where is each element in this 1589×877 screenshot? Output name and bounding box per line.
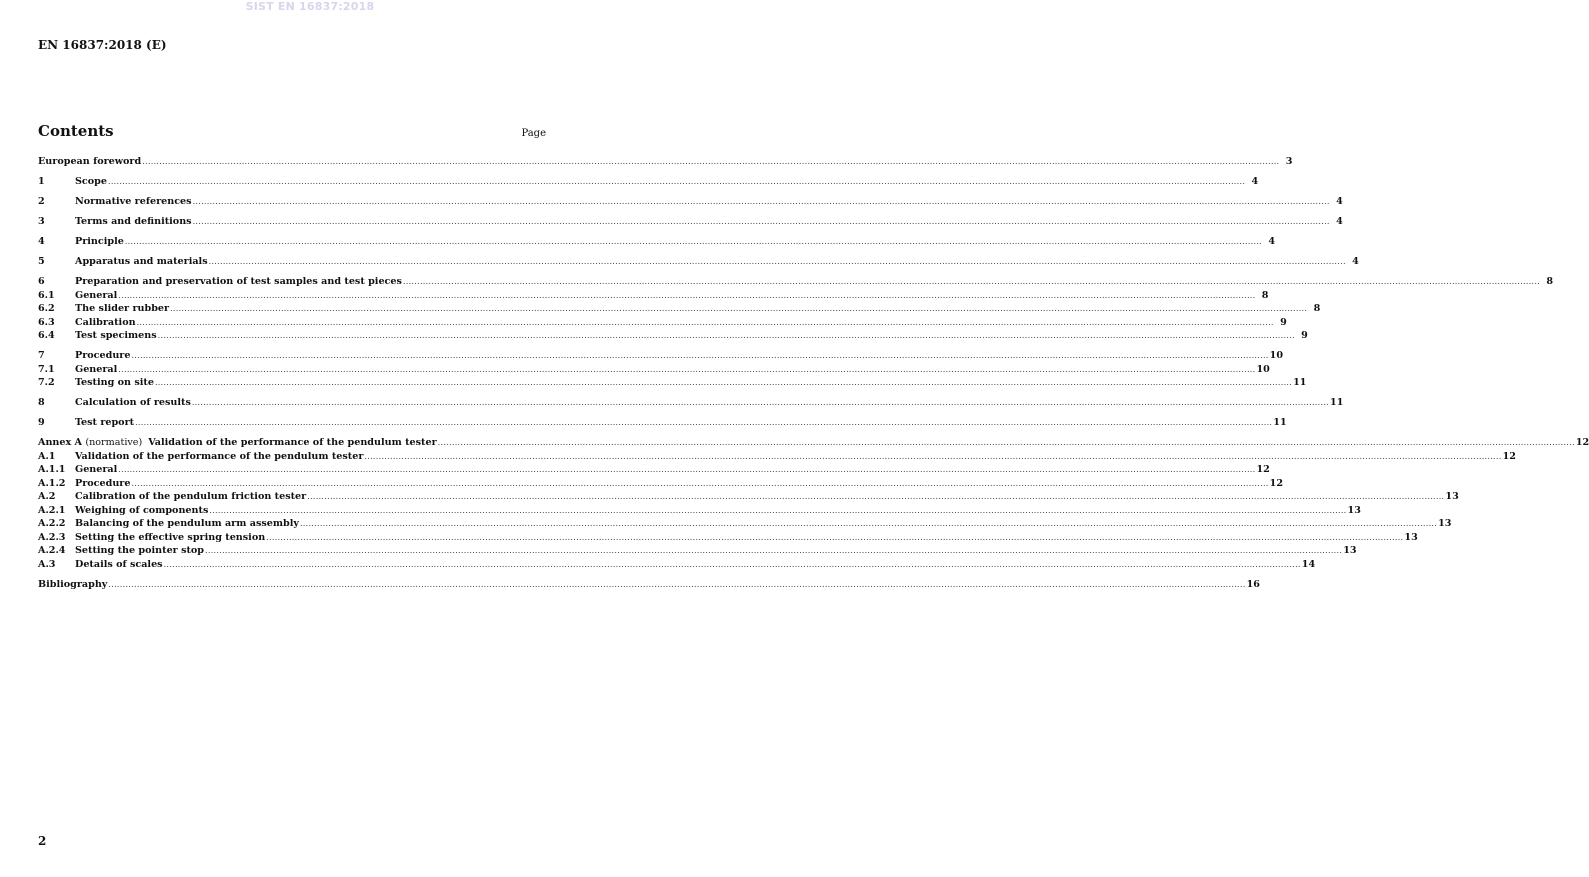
toc-leader-dots: ................................................................................................................................................................................................................................................................................................................................................................................................................ [437,438,1575,447]
toc-entry-title: Validation of the performance of the pendulum tester [148,437,437,448]
toc-entry-number: A.1 [38,450,56,462]
toc-entry-page: 9 [1301,330,1308,341]
toc-leader-dots: ................................................................................................................................................................................................................................................................................................................................................................................................................ [205,546,1343,555]
toc-entry[interactable] [38,450,1516,464]
toc-leader-dots: ................................................................................................................................................................................................................................................................................................................................................................................................................ [124,237,1263,246]
toc-entry-number: 9 [38,417,45,428]
toc-leader-dots: ................................................................................................................................................................................................................................................................................................................................................................................................................ [208,257,1346,266]
toc-entry[interactable] [38,558,1316,572]
toc-entry-page: 11 [1330,397,1344,408]
toc-entry-title: Apparatus and materials [75,256,208,267]
toc-entry[interactable] [38,255,1359,269]
toc-leader-dots: ................................................................................................................................................................................................................................................................................................................................................................................................................ [170,304,1308,313]
toc-entry[interactable] [38,175,1259,189]
toc-leader-dots: ................................................................................................................................................................................................................................................................................................................................................................................................................ [107,177,1246,186]
toc-entry-title: Calibration [75,316,136,328]
toc-entry-number: A.2 [38,491,56,502]
toc-entry-page: 4 [1336,196,1343,207]
toc-leader-dots: ................................................................................................................................................................................................................................................................................................................................................................................................................ [266,532,1404,542]
toc-entry-page: 4 [1268,236,1276,247]
toc-entry-title: Setting the effective spring tension [75,531,266,543]
toc-entry-number: 6.2 [38,303,55,314]
toc-entry-title: Weighing of components [75,504,209,516]
toc-leader-dots: ................................................................................................................................................................................................................................................................................................................................................................................................................ [192,197,1330,206]
toc-entry-number: 1 [38,176,45,187]
toc-entry[interactable] [38,275,1554,289]
toc-leader-dots: ................................................................................................................................................................................................................................................................................................................................................................................................................ [131,351,1269,360]
toc-annex-entry[interactable] [38,436,1589,450]
toc-leader-dots: ................................................................................................................................................................................................................................................................................................................................................................................................................ [154,378,1293,387]
toc-entry-page: 11 [1273,417,1287,428]
toc-entry-page: 3 [1285,156,1293,167]
toc-entry-number: 6.1 [38,289,55,301]
toc-entry[interactable] [38,349,1284,363]
toc-entry-page: 4 [1336,216,1343,227]
toc-leader-dots: ................................................................................................................................................................................................................................................................................................................................................................................................................ [135,418,1273,427]
toc-entry-page: 9 [1280,316,1287,328]
toc-entry-title: Testing on site [75,377,154,388]
toc-entry-number: A.2.4 [38,545,66,556]
toc-leader-dots: ................................................................................................................................................................................................................................................................................................................................................................................................................ [118,290,1256,300]
toc-entry-title: Setting the pointer stop [75,545,205,556]
toc-entry[interactable] [38,396,1344,410]
toc-entry-page: 13 [1404,531,1418,543]
toc-leader-dots: ................................................................................................................................................................................................................................................................................................................................................................................................................ [157,331,1295,340]
toc-leader-dots: ................................................................................................................................................................................................................................................................................................................................................................................................................ [163,559,1301,569]
toc-entry[interactable] [38,578,1260,592]
toc-leader-dots: ................................................................................................................................................................................................................................................................................................................................................................................................................ [364,451,1502,461]
toc-leader-dots: ................................................................................................................................................................................................................................................................................................................................................................................................................ [108,579,1246,589]
toc-entry-title: Terms and definitions [75,216,192,227]
toc-entry[interactable] [38,416,1287,430]
toc-entry-page: 11 [1293,377,1307,388]
toc-entry[interactable] [38,544,1357,558]
toc-entry-title: European foreword [38,156,142,167]
toc-entry[interactable] [38,490,1459,504]
toc-entry-page: 13 [1438,518,1452,529]
toc-leader-dots: ................................................................................................................................................................................................................................................................................................................................................................................................................ [209,505,1347,515]
toc-entry[interactable] [38,463,1270,477]
toc-entry-page: 16 [1246,578,1260,590]
toc-entry-title: Validation of the performance of the pendulum tester [75,450,364,462]
annex-type: (normative) [85,437,143,448]
toc-entry-title: Calculation of results [75,397,191,408]
toc-entry-title: General [75,464,118,475]
toc-entry-title: General [75,363,118,375]
toc-entry-page: 12 [1269,477,1284,489]
toc-entry-page: 12 [1502,450,1516,462]
toc-entry-title: Preparation and preservation of test samples and test pieces [75,276,402,287]
toc-entry-number: 3 [38,216,45,227]
toc-entry-page: 8 [1261,289,1269,301]
toc-entry-title: Test specimens [75,330,157,341]
toc-entry-page: 4 [1352,256,1359,267]
toc-entry-page: 4 [1251,176,1259,187]
toc-entry-page: 8 [1546,276,1554,287]
toc-entry-title: Balancing of the pendulum arm assembly [75,518,299,529]
toc-entry-page: 12 [1575,437,1589,448]
toc-entry-number: A.3 [38,558,56,570]
toc-entry-page: 10 [1269,350,1284,361]
toc-entry-page: 10 [1256,363,1270,375]
toc-entry[interactable] [38,302,1321,316]
toc-entry-number: 6.4 [38,330,55,341]
toc-entry-title: Details of scales [75,558,163,570]
toc-entry-title: Test report [75,417,135,428]
toc-entry[interactable] [38,195,1343,209]
toc-leader-dots: ................................................................................................................................................................................................................................................................................................................................................................................................................ [402,277,1541,286]
toc-entry[interactable] [38,504,1361,518]
page-column-label: Page [521,128,546,139]
document-id: EN 16837:2018 (E) [38,38,167,52]
toc-entry[interactable] [38,329,1308,343]
toc-entry[interactable] [38,155,1293,169]
toc-leader-dots: ................................................................................................................................................................................................................................................................................................................................................................................................................ [142,157,1280,166]
toc-leader-dots: ................................................................................................................................................................................................................................................................................................................................................................................................................ [191,398,1330,407]
toc-leader-dots: ................................................................................................................................................................................................................................................................................................................................................................................................................ [299,519,1438,528]
toc-annex-label [38,436,142,450]
toc-entry-number: 8 [38,397,45,408]
toc-entry-title: Normative references [75,196,192,207]
toc-leader-dots: ................................................................................................................................................................................................................................................................................................................................................................................................................ [118,465,1256,474]
toc-entry-page: 13 [1347,504,1361,516]
toc-leader-dots: ................................................................................................................................................................................................................................................................................................................................................................................................................ [118,364,1256,374]
toc-leader-dots: ................................................................................................................................................................................................................................................................................................................................................................................................................ [136,317,1274,327]
contents-title: Contents [38,122,114,140]
toc-entry-number: 2 [38,196,45,207]
toc-entry-title: General [75,289,118,301]
toc-entry-page: 8 [1313,303,1321,314]
toc-entry-number: A.2.3 [38,531,66,543]
toc-entry-number: A.1.1 [38,464,66,475]
toc-entry-title: Principle [75,236,124,247]
toc-entry[interactable] [38,235,1276,249]
toc-entry-number: A.2.2 [38,518,66,529]
toc-entry[interactable] [38,215,1343,229]
toc-entry-title: Bibliography [38,578,108,590]
toc-entry-page: 12 [1256,464,1270,475]
toc-leader-dots: ................................................................................................................................................................................................................................................................................................................................................................................................................ [131,478,1269,488]
toc-entry-title: Procedure [75,477,131,489]
toc-entry-title: Calibration of the pendulum friction tester [75,491,307,502]
toc-entry[interactable] [38,289,1269,303]
toc-entry[interactable] [38,376,1307,390]
toc-entry-page: 14 [1301,558,1316,570]
toc-entry-page: 13 [1445,491,1459,502]
toc-entry[interactable] [38,363,1270,377]
toc-entry-number: 7 [38,350,45,361]
toc-entry-number: A.2.1 [38,504,66,516]
toc-entry-title: Procedure [75,350,131,361]
toc-entry-number: A.1.2 [38,477,66,489]
toc-entry-number: 6.3 [38,316,55,328]
table-of-contents [38,155,1589,591]
toc-entry-number: 4 [38,236,45,247]
watermark: SIST EN 16837:2018 [245,0,375,13]
toc-entry-title: Scope [75,176,107,187]
toc-entry-title: The slider rubber [75,303,170,314]
toc-entry-page: 13 [1343,545,1357,556]
contents-header [38,122,546,140]
toc-entry-number: 7.1 [38,363,55,375]
toc-leader-dots: ................................................................................................................................................................................................................................................................................................................................................................................................................ [192,217,1330,226]
toc-entry[interactable] [38,531,1418,545]
toc-entry[interactable] [38,477,1284,491]
page-number: 2 [38,834,47,848]
annex-label: Annex A [38,437,83,448]
toc-entry-number: 5 [38,256,45,267]
toc-leader-dots: ................................................................................................................................................................................................................................................................................................................................................................................................................ [307,492,1445,501]
toc-entry[interactable] [38,517,1452,531]
toc-entry-number: 7.2 [38,377,55,388]
toc-entry-number: 6 [38,276,45,287]
toc-entry[interactable] [38,316,1287,330]
